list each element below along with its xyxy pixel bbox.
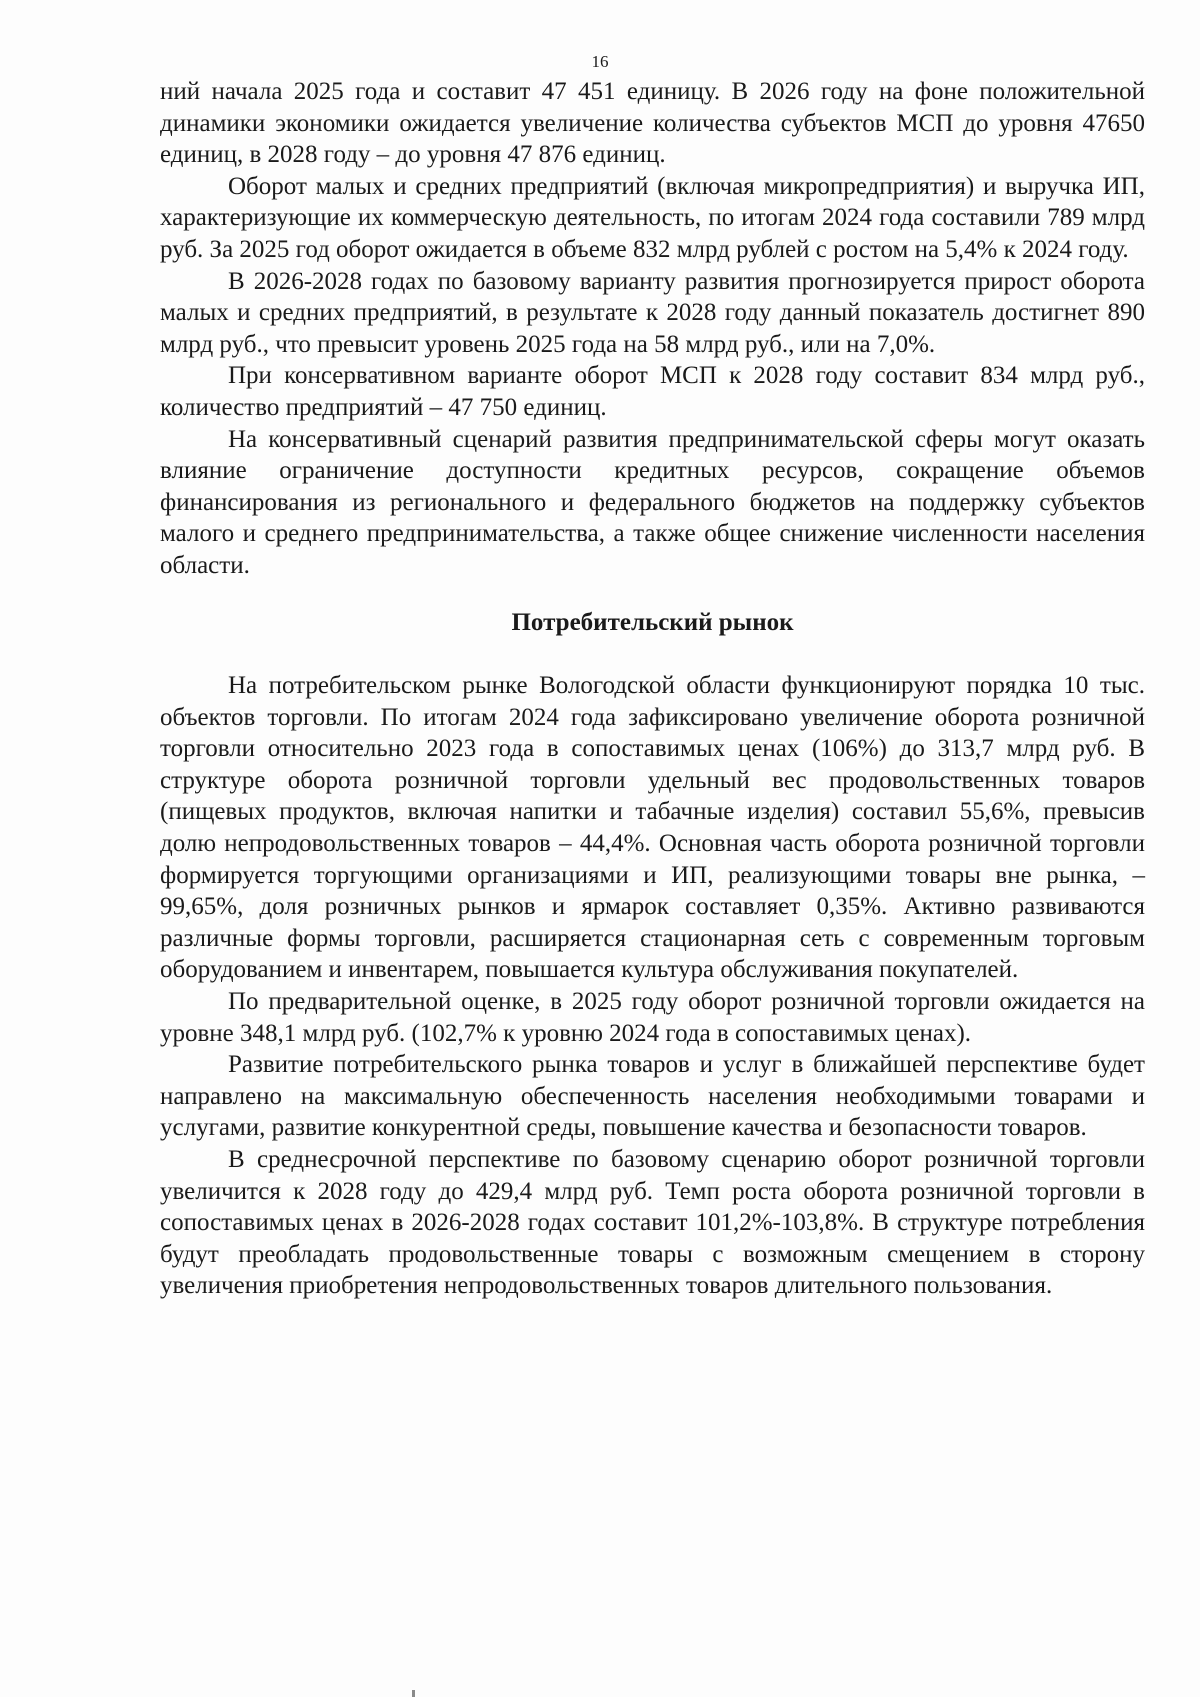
scan-artifact — [412, 1690, 415, 1697]
paragraph-msp-turnover: Оборот малых и средних предприятий (включая микропредприятия) и выручка ИП, характеризующие их коммерческую деятельность, по итогам 2024 года составили 789 млрд руб. За 2025 год оборот ожидается в объеме 832 млрд рублей с ростом на 5,4% к 2024 году. — [160, 172, 1145, 263]
paragraph-market-development: Развитие потребительского рынка товаров и услуг в ближайшей перспективе будет направлено на максимальную обеспеченность населения необходимыми товарами и услугами, развитие конкурентной среды, повышение качества и безопасности товаров. — [160, 1051, 1145, 1142]
document-body — [160, 76, 1145, 1302]
paragraph-retail-estimate-2025: По предварительной оценке, в 2025 году оборот розничной торговли ожидается на уровне 348,1 млрд руб. (102,7% к уровню 2024 года в сопоставимых ценах). — [160, 988, 1145, 1047]
paragraph-medium-term-forecast: В среднесрочной перспективе по базовому сценарию оборот розничной торговли увеличится к 2028 году до 429,4 млрд руб. Темп роста оборота розничной торговли в сопоставимых ценах в 2026-2028 годах составит 101,2%-103,8%. В структуре потребления будут преобладать продовольственные товары с возможным смещением в сторону увеличения приобретения непродовольственных товаров длительного пользования. — [160, 1146, 1145, 1300]
paragraph-consumer-market-overview: На потребительском рынке Вологодской области функционируют порядка 10 тыс. объектов торговли. По итогам 2024 года зафиксировано увеличение оборота розничной торговли относительно 2023 года в сопоставимых ценах (106%) до 313,7 млрд руб. В структуре оборота розничной торговли удельный вес продовольственных товаров (пищевых продуктов, включая напитки и табачные изделия) составил 55,6%, превысив долю непродовольственных товаров – 44,4%. Основная часть оборота розничной торговли формируется торгующими организациями и ИП, реализующими товары вне рынка, – 99,65%, доля розничных рынков и ярмарок составляет 0,35%. Активно развиваются различные формы торговли, расширяется стационарная сеть с современным торговым оборудованием и инвентарем, повышается культура обслуживания покупателей. — [160, 672, 1145, 984]
paragraph-conservative-factors: На консервативный сценарий развития предпринимательской сферы могут оказать влияние ограничение доступности кредитных ресурсов, сокращение объемов финансирования из регионального и федерального бюджетов на поддержку субъектов малого и среднего предпринимательства, а также общее снижение численности населения области. — [160, 425, 1145, 579]
paragraph-msp-count: ний начала 2025 года и составит 47 451 единицу. В 2026 году на фоне положительной динамики экономики ожидается увеличение количества субъектов МСП до уровня 47650 единиц, в 2028 году – до уровня 47 876 единиц. — [160, 78, 1145, 169]
section-heading: Потребительский рынок — [511, 608, 794, 636]
paragraph-base-forecast: В 2026-2028 годах по базовому варианту развития прогнозируется прирост оборота малых и средних предприятий, в результате к 2028 году данный показатель достигнет 890 млрд руб., что превысит уровень 2025 года на 58 млрд руб., или на 7,0%. — [160, 267, 1145, 358]
paragraph-conservative-forecast: При консервативном варианте оборот МСП к 2028 году составит 834 млрд руб., количество предприятий – 47 750 единиц. — [160, 362, 1145, 421]
page-number: 16 — [591, 52, 609, 71]
